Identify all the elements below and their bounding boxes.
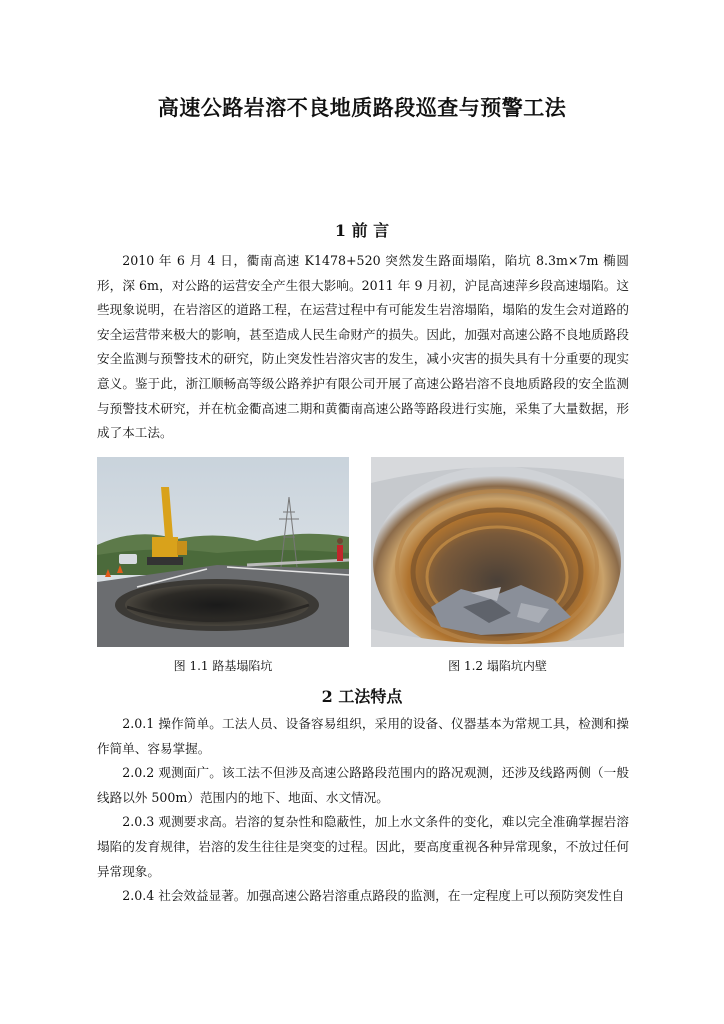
section-1-paragraph: 2010 年 6 月 4 日，衢南高速 K1478+520 突然发生路面塌陷，陷坑 8.3m×7m 椭圆形，深 6m，对公路的运营安全产生很大影响。2011 年 9 月初，沪昆高速萍乡段高速塌陷。这些现象说明，在岩溶区的道路工程，在运营过程中有可能发生岩溶塌陷，塌陷的发生会对道路的安全运营带来极大的影响，甚至造成人民生命财产的损失。因此，加强对高速公路不良地质路段安全监测与预警技术的研究，防止突发性岩溶灾害的发生，减小灾害的损失具有十分重要的现实意义。鉴于此，浙江顺畅高等级公路养护有限公司开展了高速公路岩溶不良地质路段的安全监测与预警技术研究，并在杭金衢高速二期和黄衢南高速公路等路段进行实施，采集了大量数据，形成了本工法。 [97,253,629,441]
figure-1-1-caption: 图 1.1 路基塌陷坑 [173,659,273,673]
section-2-item-3: 2.0.3 观测要求高。岩溶的复杂性和隐蔽性，加上水文条件的变化，难以完全准确掌握岩溶塌陷的发育规律，岩溶的发生往往是突变的过程。因此，要高度重视各种异常现象，不放过任何异常现象。 [97,814,629,879]
sinkhole-inner-wall-photo [371,457,624,647]
section-2-item-2: 2.0.2 观测面广。该工法不但涉及高速公路路段范围内的路况观测，还涉及线路两侧（一般线路以外 500m）范围内的地下、地面、水文情况。 [97,765,629,805]
section-2-heading: 2 工法特点 [321,687,403,706]
section-2-item-1: 2.0.1 操作简单。工法人员、设备容易组织，采用的设备、仪器基本为常规工具，检测和操作简单、容易掌握。 [97,716,629,756]
section-2-body [97,712,629,909]
document-title: 高速公路岩溶不良地质路段巡查与预警工法 [157,95,567,120]
roadbed-sinkhole-photo [97,457,349,647]
figure-1-2-caption: 图 1.2 塌陷坑内壁 [448,659,547,673]
section-1-heading: 1 前 言 [334,221,390,240]
section-1-body [97,249,629,446]
section-2-item-4: 2.0.4 社会效益显著。加强高速公路岩溶重点路段的监测，在一定程度上可以预防突发性自 [122,888,625,904]
